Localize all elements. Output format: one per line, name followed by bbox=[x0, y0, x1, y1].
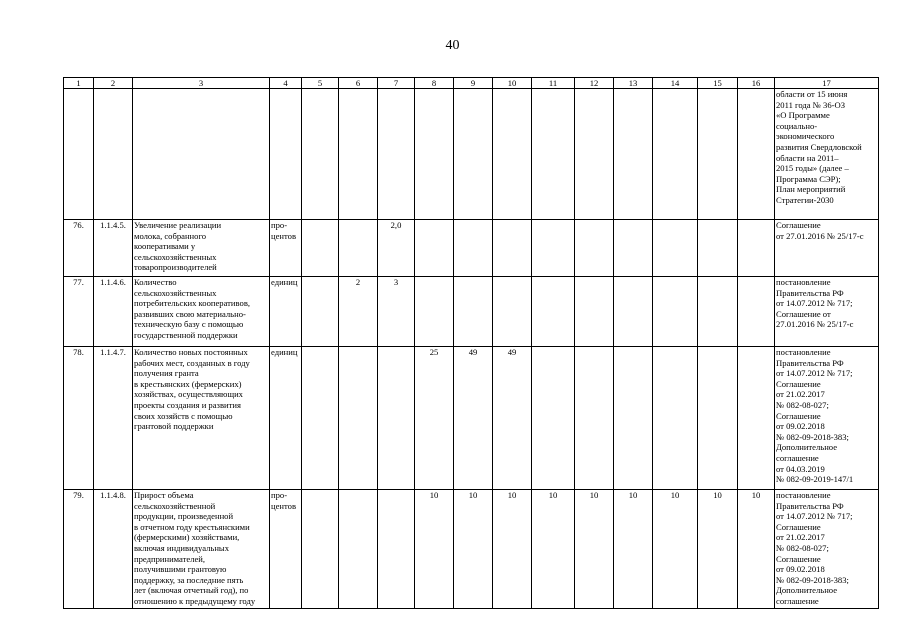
row-number-cell: 78. bbox=[64, 347, 94, 490]
column-header: 12 bbox=[575, 78, 614, 89]
column-header: 11 bbox=[532, 78, 575, 89]
column-header: 8 bbox=[415, 78, 454, 89]
unit-cell: единиц bbox=[270, 347, 302, 490]
indicator-name-cell: Увеличение реализации молока, собранного кооперативами у сельскохозяйственных товаропроизводителей bbox=[133, 220, 270, 277]
source-cell: постановление Правительства РФ от 14.07.2012 № 717; Соглашение от 27.01.2016 № 25/17-с bbox=[775, 277, 879, 347]
column-header: 7 bbox=[378, 78, 415, 89]
column-header: 14 bbox=[653, 78, 698, 89]
value-cell bbox=[302, 89, 339, 220]
indicator-code-cell bbox=[94, 89, 133, 220]
column-header: 17 bbox=[775, 78, 879, 89]
value-cell bbox=[339, 347, 378, 490]
row-number-cell: 79. bbox=[64, 490, 94, 609]
value-cell bbox=[532, 277, 575, 347]
column-number-header bbox=[64, 78, 879, 89]
indicator-code-cell: 1.1.4.8. bbox=[94, 490, 133, 609]
value-cell bbox=[378, 490, 415, 609]
value-cell bbox=[575, 89, 614, 220]
value-cell bbox=[532, 220, 575, 277]
column-header: 9 bbox=[454, 78, 493, 89]
value-cell bbox=[454, 89, 493, 220]
value-cell bbox=[653, 89, 698, 220]
value-cell: 2,0 bbox=[378, 220, 415, 277]
indicator-name-cell bbox=[133, 89, 270, 220]
value-cell: 3 bbox=[378, 277, 415, 347]
column-header: 5 bbox=[302, 78, 339, 89]
value-cell bbox=[575, 347, 614, 490]
value-cell bbox=[302, 220, 339, 277]
table-row bbox=[64, 277, 879, 347]
row-number-cell: 77. bbox=[64, 277, 94, 347]
value-cell bbox=[738, 89, 775, 220]
value-cell bbox=[378, 347, 415, 490]
value-cell bbox=[454, 220, 493, 277]
value-cell bbox=[339, 220, 378, 277]
value-cell bbox=[653, 347, 698, 490]
indicator-code-cell: 1.1.4.7. bbox=[94, 347, 133, 490]
value-cell bbox=[614, 277, 653, 347]
value-cell bbox=[575, 220, 614, 277]
value-cell bbox=[302, 277, 339, 347]
value-cell: 10 bbox=[575, 490, 614, 609]
value-cell: 10 bbox=[454, 490, 493, 609]
value-cell: 49 bbox=[493, 347, 532, 490]
value-cell bbox=[415, 220, 454, 277]
unit-cell: про- центов bbox=[270, 490, 302, 609]
value-cell bbox=[302, 490, 339, 609]
value-cell bbox=[532, 89, 575, 220]
indicator-name-cell: Количество сельскохозяйственных потребительских кооперативов, развивших свою материально- техническую базу с помощью государственной поддержки bbox=[133, 277, 270, 347]
value-cell: 10 bbox=[532, 490, 575, 609]
unit-cell bbox=[270, 89, 302, 220]
value-cell bbox=[738, 347, 775, 490]
value-cell bbox=[698, 347, 738, 490]
table-row bbox=[64, 490, 879, 609]
indicator-code-cell: 1.1.4.5. bbox=[94, 220, 133, 277]
value-cell: 10 bbox=[653, 490, 698, 609]
column-header: 4 bbox=[270, 78, 302, 89]
column-header: 16 bbox=[738, 78, 775, 89]
indicator-code-cell: 1.1.4.6. bbox=[94, 277, 133, 347]
source-cell: постановление Правительства РФ от 14.07.2012 № 717; Соглашение от 21.02.2017 № 082-08-027; Соглашение от 09.02.2018 № 082-09-2018-383; Дополнительное соглашение от 04.03.2019 № 082-09-2019-147/1 bbox=[775, 347, 879, 490]
value-cell bbox=[738, 220, 775, 277]
column-header: 2 bbox=[94, 78, 133, 89]
value-cell bbox=[339, 89, 378, 220]
column-header: 13 bbox=[614, 78, 653, 89]
unit-cell: единиц bbox=[270, 277, 302, 347]
column-header: 6 bbox=[339, 78, 378, 89]
table-row bbox=[64, 347, 879, 490]
source-cell: постановление Правительства РФ от 14.07.2012 № 717; Соглашение от 21.02.2017 № 082-08-027; Соглашение от 09.02.2018 № 082-09-2018-383; Дополнительное соглашение bbox=[775, 490, 879, 609]
value-cell bbox=[454, 277, 493, 347]
value-cell bbox=[415, 277, 454, 347]
column-header: 1 bbox=[64, 78, 94, 89]
indicators-table bbox=[63, 77, 879, 609]
value-cell: 25 bbox=[415, 347, 454, 490]
table-row bbox=[64, 220, 879, 277]
value-cell bbox=[302, 347, 339, 490]
value-cell bbox=[614, 347, 653, 490]
page-number: 40 bbox=[445, 38, 460, 53]
column-header: 10 bbox=[493, 78, 532, 89]
value-cell: 10 bbox=[614, 490, 653, 609]
value-cell bbox=[532, 347, 575, 490]
value-cell: 10 bbox=[738, 490, 775, 609]
value-cell bbox=[415, 89, 454, 220]
column-header: 15 bbox=[698, 78, 738, 89]
row-number-cell bbox=[64, 89, 94, 220]
value-cell: 49 bbox=[454, 347, 493, 490]
row-number-cell: 76. bbox=[64, 220, 94, 277]
value-cell bbox=[493, 277, 532, 347]
value-cell bbox=[698, 277, 738, 347]
value-cell bbox=[493, 89, 532, 220]
value-cell: 10 bbox=[698, 490, 738, 609]
value-cell bbox=[653, 220, 698, 277]
value-cell bbox=[698, 89, 738, 220]
value-cell bbox=[698, 220, 738, 277]
source-cell: области от 15 июня 2011 года № 36-ОЗ «О Программе социально- экономического развития Свердловской области на 2011– 2015 годы» (далее – Программа СЭР); План мероприятий Стратегии-2030 bbox=[775, 89, 879, 220]
table-row bbox=[64, 89, 879, 220]
value-cell: 10 bbox=[415, 490, 454, 609]
value-cell bbox=[575, 277, 614, 347]
column-header: 3 bbox=[133, 78, 270, 89]
value-cell bbox=[493, 220, 532, 277]
unit-cell: про- центов bbox=[270, 220, 302, 277]
value-cell bbox=[339, 490, 378, 609]
value-cell bbox=[614, 220, 653, 277]
indicator-name-cell: Прирост объема сельскохозяйственной продукции, произведенной в отчетном году крестьянскими (фермерскими) хозяйствами, включая индивидуальных предпринимателей, получившими грантовую поддержку, за последние пять лет (включая отчетный год), по отношению к предыдущему году bbox=[133, 490, 270, 609]
value-cell bbox=[653, 277, 698, 347]
source-cell: Соглашение от 27.01.2016 № 25/17-с bbox=[775, 220, 879, 277]
value-cell bbox=[614, 89, 653, 220]
value-cell: 2 bbox=[339, 277, 378, 347]
value-cell bbox=[378, 89, 415, 220]
value-cell: 10 bbox=[493, 490, 532, 609]
indicator-name-cell: Количество новых постоянных рабочих мест, созданных в году получения гранта в крестьянских (фермерских) хозяйствах, осуществляющих проекты создания и развития своих хозяйств с помощью грантовой поддержки bbox=[133, 347, 270, 490]
value-cell bbox=[738, 277, 775, 347]
